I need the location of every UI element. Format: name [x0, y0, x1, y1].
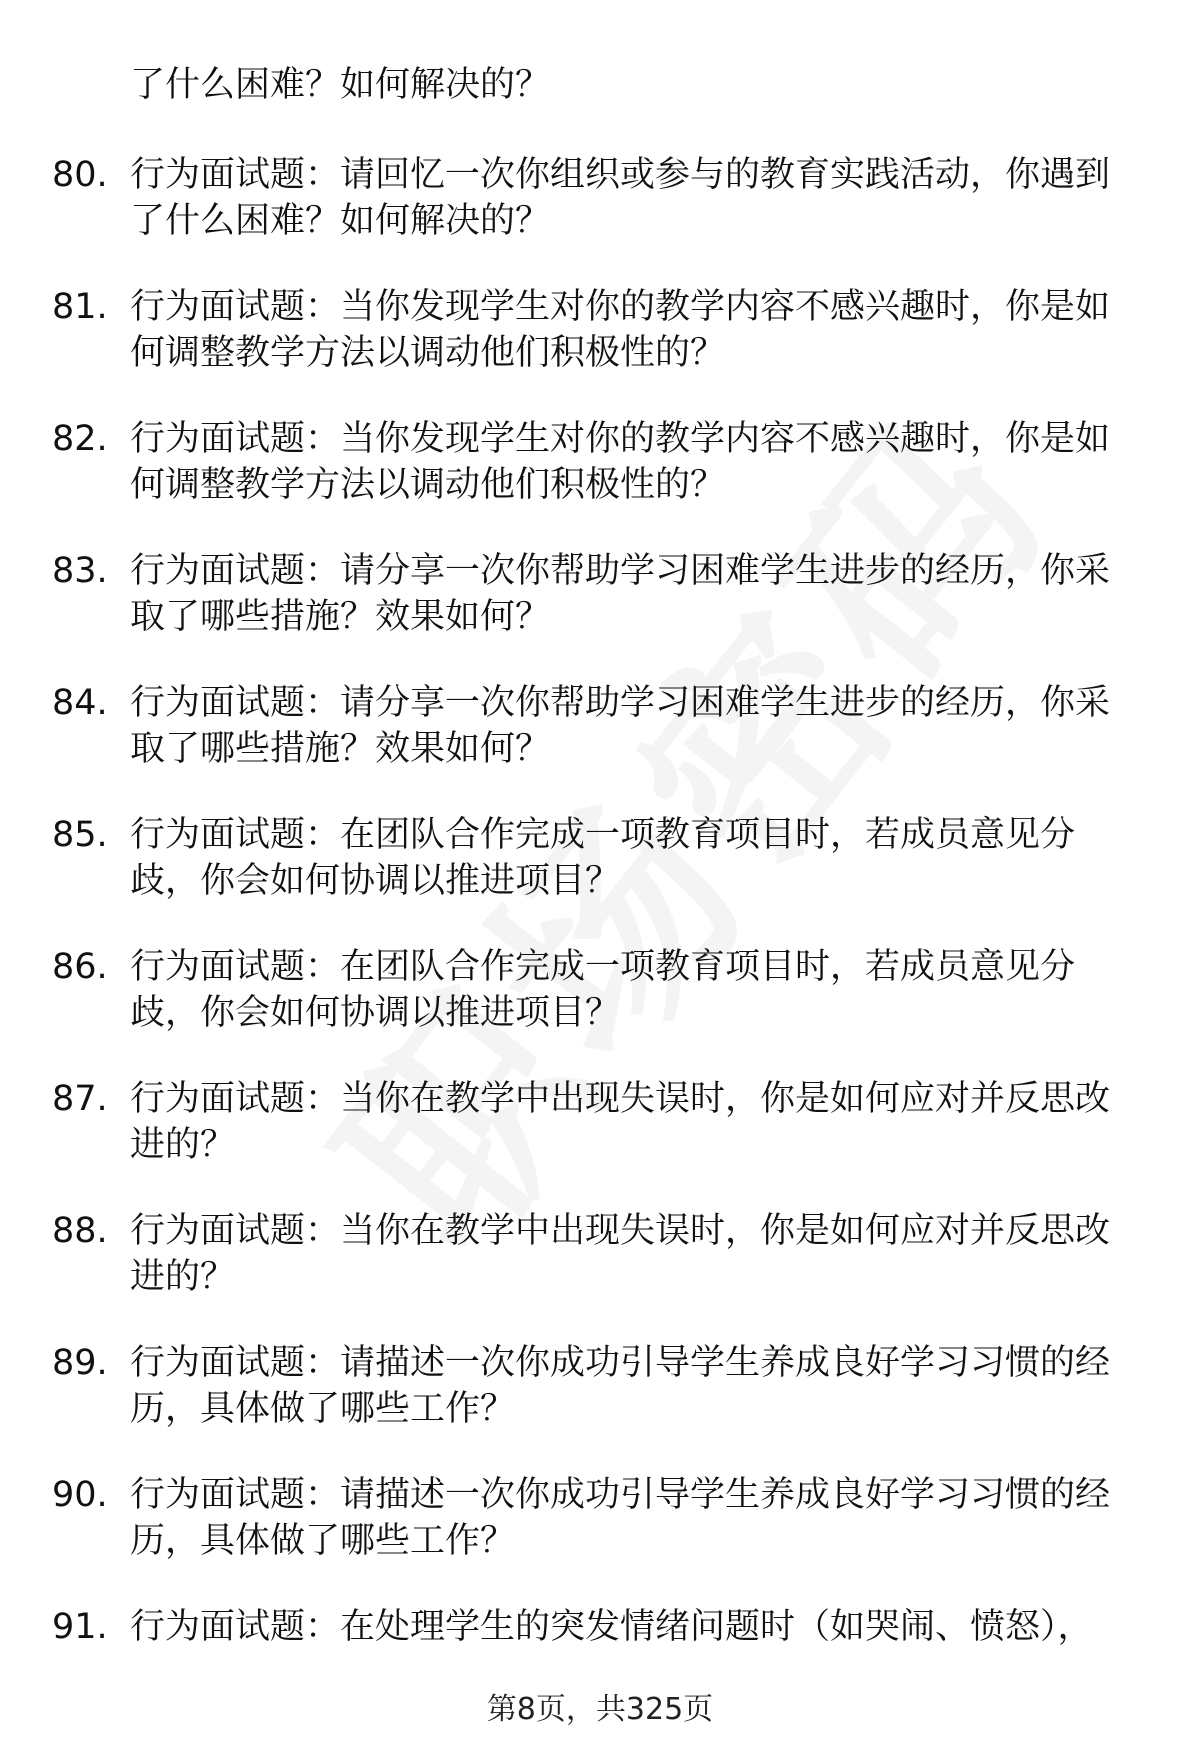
- list-item: [0, 680, 1200, 812]
- list-item: [0, 284, 1200, 416]
- list-item: [0, 152, 1200, 284]
- item-text: 行为面试题：当你发现学生对你的教学内容不感兴趣时，你是如何调整教学方法以调动他们积极性的？: [130, 419, 1111, 505]
- question-list: [0, 152, 1200, 1736]
- item-number: 82.: [52, 419, 108, 459]
- item-number: 90.: [52, 1475, 108, 1515]
- continuation-text: 了什么困难？如何解决的？: [130, 65, 551, 105]
- item-text: 行为面试题：在团队合作完成一项教育项目时，若成员意见分歧，你会如何协调以推进项目？: [130, 815, 1076, 901]
- item-text: 行为面试题：请分享一次你帮助学习困难学生进步的经历，你采取了哪些措施？效果如何？: [130, 551, 1111, 637]
- list-item: [0, 1340, 1200, 1472]
- item-text: 行为面试题：在处理学生的突发情绪问题时（如哭闹、愤怒），: [130, 1607, 1093, 1647]
- item-number: 89.: [52, 1343, 108, 1383]
- item-number: 81.: [52, 287, 108, 327]
- item-number: 88.: [52, 1211, 108, 1251]
- page-footer: 第8页，共325页: [486, 1692, 714, 1727]
- item-text: 行为面试题：请分享一次你帮助学习困难学生进步的经历，你采取了哪些措施？效果如何？: [130, 683, 1111, 769]
- list-item: [0, 548, 1200, 680]
- item-number: 85.: [52, 815, 108, 855]
- item-number: 86.: [52, 947, 108, 987]
- item-number: 84.: [52, 683, 108, 723]
- item-text: 行为面试题：当你发现学生对你的教学内容不感兴趣时，你是如何调整教学方法以调动他们积极性的？: [130, 287, 1111, 373]
- item-text: 行为面试题：在团队合作完成一项教育项目时，若成员意见分歧，你会如何协调以推进项目？: [130, 947, 1076, 1033]
- item-number: 91.: [52, 1607, 108, 1647]
- item-text: 行为面试题：当你在教学中出现失误时，你是如何应对并反思改进的？: [130, 1211, 1111, 1297]
- item-text: 行为面试题：当你在教学中出现失误时，你是如何应对并反思改进的？: [130, 1079, 1111, 1165]
- list-item: [0, 944, 1200, 1076]
- list-item: [0, 812, 1200, 944]
- list-item: [0, 1208, 1200, 1340]
- item-number: 87.: [52, 1079, 108, 1119]
- item-text: 行为面试题：请描述一次你成功引导学生养成良好学习习惯的经历，具体做了哪些工作？: [130, 1343, 1111, 1429]
- list-item: [0, 416, 1200, 548]
- list-item: [0, 1076, 1200, 1208]
- list-item: [0, 1472, 1200, 1604]
- item-number: 83.: [52, 551, 108, 591]
- item-text: 行为面试题：请描述一次你成功引导学生养成良好学习习惯的经历，具体做了哪些工作？: [130, 1475, 1111, 1561]
- item-text: 行为面试题：请回忆一次你组织或参与的教育实践活动，你遇到了什么困难？如何解决的？: [130, 155, 1111, 241]
- item-number: 80.: [52, 155, 108, 195]
